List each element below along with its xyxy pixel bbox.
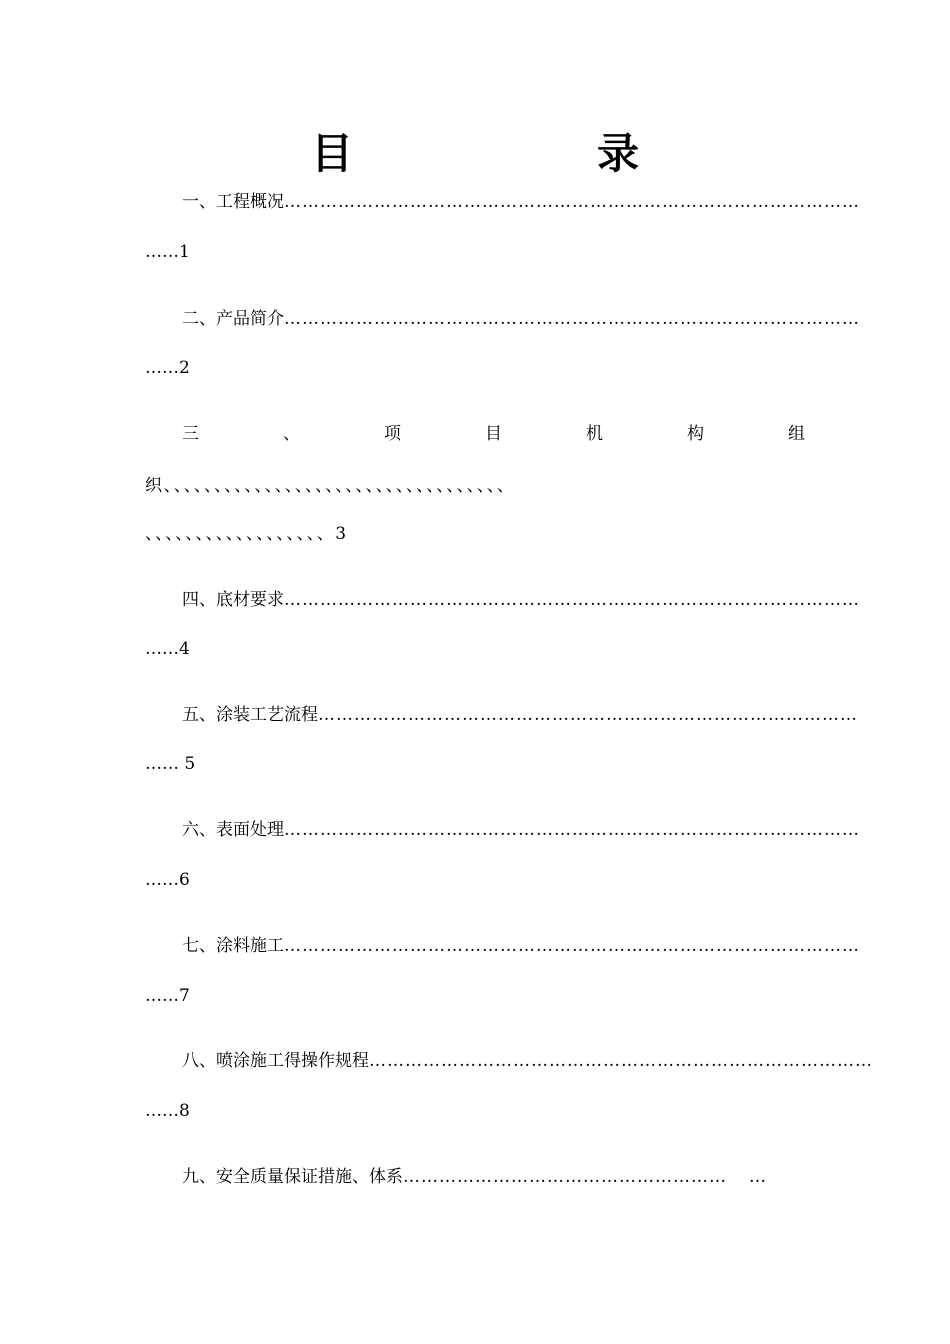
toc-entry-char: 项	[384, 424, 401, 444]
toc-entry-char: 组	[788, 424, 805, 444]
toc-entry-label: 一、工程概况	[182, 192, 284, 212]
toc-title	[0, 128, 950, 180]
toc-entry-5-page: …… 5	[145, 754, 196, 774]
toc-entry-label: 二、产品简介	[182, 309, 284, 329]
title-char-1: 目	[311, 129, 354, 178]
toc-entry-char: 构	[687, 424, 704, 444]
toc-leader-dots: ……………………………………………………………………………………	[284, 820, 860, 840]
toc-leader-dots: ……………………………………………………………………………………	[284, 590, 860, 610]
toc-entry-7[interactable]	[182, 935, 860, 957]
toc-entry-3-line2: 织、、、、、、、、、、、、、、、、、、、、、、、、、、、、、、、、、、	[145, 476, 516, 496]
toc-entry-8[interactable]	[182, 1050, 873, 1072]
toc-entry-1[interactable]	[182, 191, 860, 213]
toc-entry-4[interactable]	[182, 589, 860, 611]
toc-entry-1-page: ……1	[145, 242, 190, 262]
toc-entry-label: 四、底材要求	[182, 590, 284, 610]
toc-entry-3-page: 、、、、、、、、、、、、、、、、、、3	[145, 524, 348, 544]
toc-entry-6[interactable]	[182, 819, 860, 841]
toc-leader-dots: …………………………………………………………………………	[369, 1051, 873, 1071]
toc-entry-2[interactable]	[182, 308, 860, 330]
toc-leader-dots: ……………………………………………………………………………………	[284, 936, 860, 956]
toc-entry-9-page: …	[749, 1167, 766, 1187]
toc-entry-4-page: ……4	[145, 639, 190, 659]
toc-entry-label: 五、涂装工艺流程	[182, 705, 318, 725]
toc-entry-3[interactable]	[182, 423, 805, 445]
toc-entry-label: 八、喷涂施工得操作规程	[182, 1051, 369, 1071]
toc-leader-dots: ……………………………………………………………………………………	[284, 192, 860, 212]
toc-entry-5[interactable]	[182, 704, 858, 726]
toc-entry-2-page: ……2	[145, 358, 190, 378]
toc-entry-label: 九、安全质量保证措施、体系	[182, 1167, 403, 1187]
toc-entry-8-page: ……8	[145, 1101, 190, 1121]
title-char-2: 录	[597, 129, 640, 178]
toc-entry-7-page: ……7	[145, 986, 190, 1006]
toc-entry-label: 七、涂料施工	[182, 936, 284, 956]
toc-entry-char: 、	[283, 424, 300, 444]
toc-entry-label: 六、表面处理	[182, 820, 284, 840]
toc-entry-char: 机	[586, 424, 603, 444]
toc-entry-9[interactable]	[182, 1166, 766, 1188]
toc-leader-dots: ………………………………………………	[403, 1167, 727, 1187]
toc-entry-6-page: ……6	[145, 870, 190, 890]
toc-entry-char: 目	[485, 424, 502, 444]
toc-leader-dots: ………………………………………………………………………………	[318, 705, 858, 725]
toc-leader-dots: ……………………………………………………………………………………	[284, 309, 860, 329]
toc-entry-char: 三	[182, 424, 199, 444]
